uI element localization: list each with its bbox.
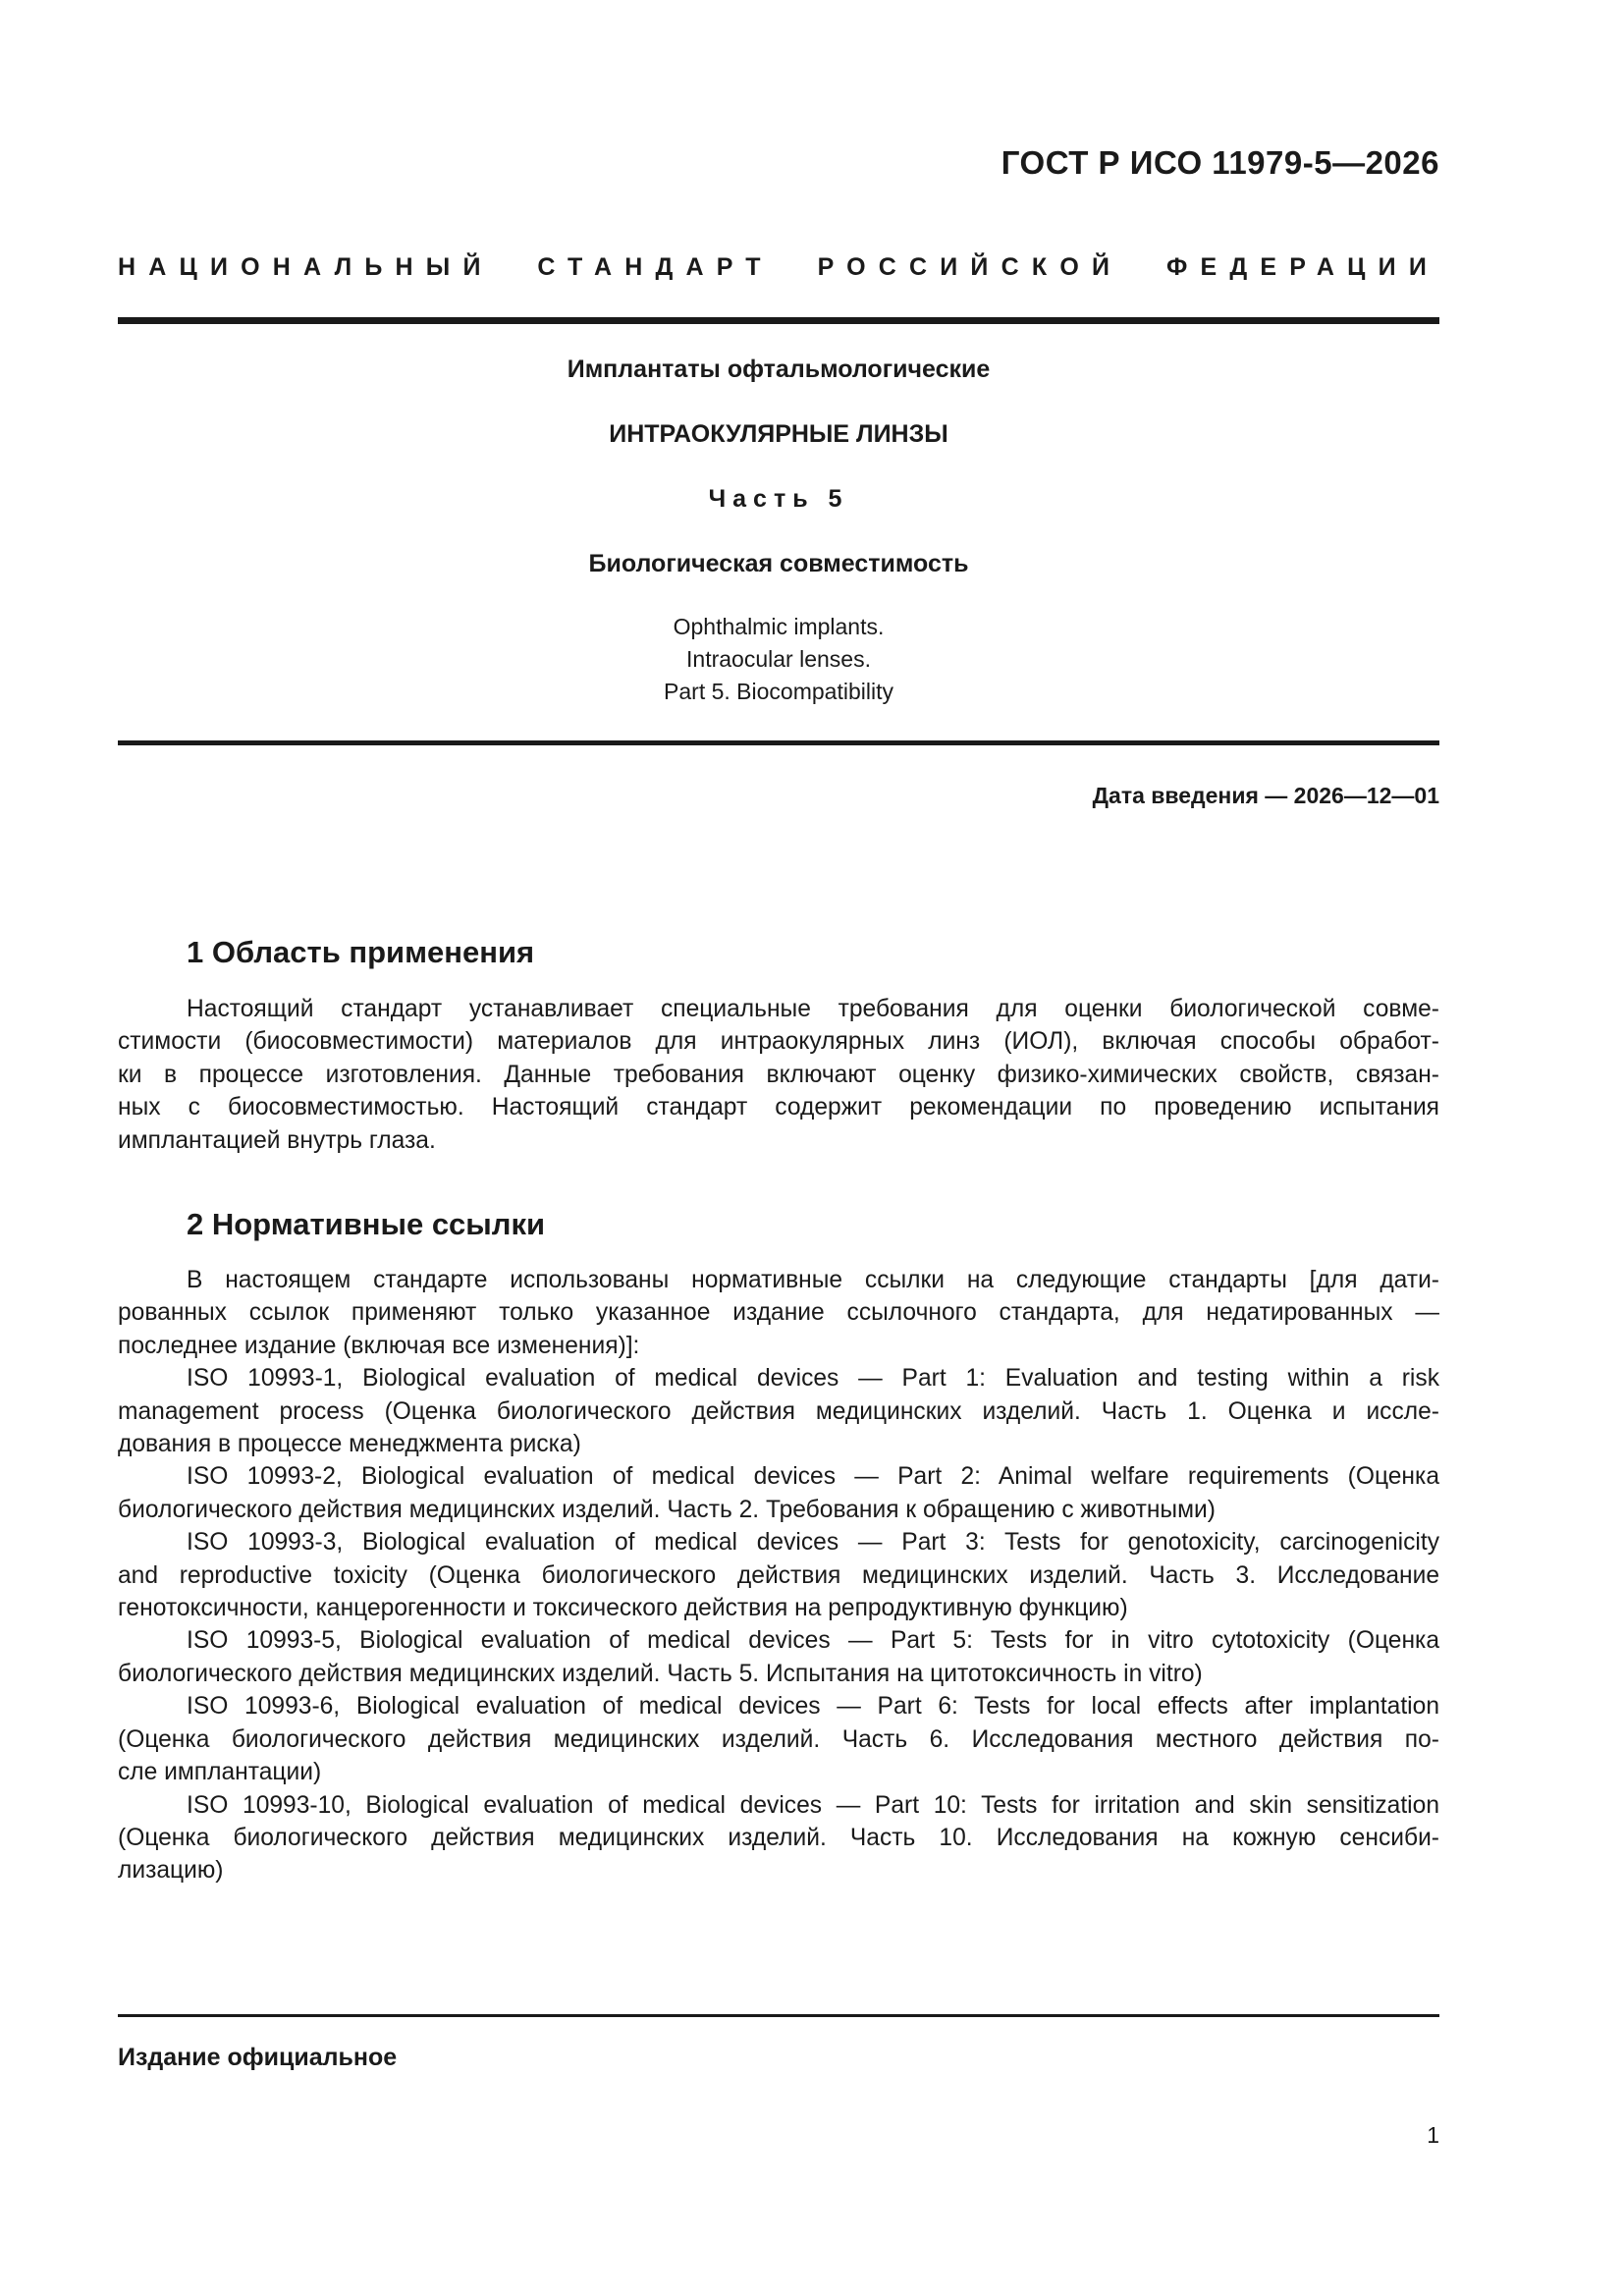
document-page xyxy=(118,0,1439,2296)
reference-line: лизацию) xyxy=(118,1857,224,1885)
text-line: ных с биосовместимостью. Настоящий стандарт содержит рекомендации по проведению испытания xyxy=(118,1094,1439,1121)
reference-line: ISO 10993-2, Biological evaluation of medical devices — Part 2: Animal welfare requirements (Оценка xyxy=(187,1463,1439,1491)
title-part-name: Биологическая совместимость xyxy=(588,550,969,577)
text-line: имплантацией внутрь глаза. xyxy=(118,1126,436,1154)
section-1-heading: 1 Область применения xyxy=(187,935,535,969)
section-2-text xyxy=(118,1264,1439,1887)
reference-line: (Оценка биологического действия медицинских изделий. Часть 6. Исследования местного действия по- xyxy=(118,1725,1439,1753)
standard-designation: ГОСТ Р ИСО 11979-5—2026 xyxy=(1001,144,1439,181)
introduction-date: Дата введения — 2026—12—01 xyxy=(1092,783,1439,808)
reference-line: management process (Оценка биологического действия медицинских изделий. Часть 1. Оценка и иссле- xyxy=(118,1397,1439,1425)
text-line: ки в процессе изготовления. Данные требования включают оценку физико-химических свойств, связан- xyxy=(118,1061,1439,1088)
national-standard-banner: НАЦИОНАЛЬНЫЙ СТАНДАРТ РОССИЙСКОЙ ФЕДЕРАЦИИ xyxy=(118,253,1439,281)
section-1-text xyxy=(118,993,1439,1157)
text-line: Настоящий стандарт устанавливает специальные требования для оценки биологической совме- xyxy=(187,996,1439,1022)
text-line: стимости (биосовместимости) материалов для интраокулярных линз (ИОЛ), включая способы обработ- xyxy=(118,1028,1439,1056)
reference-line: биологического действия медицинских изделий. Часть 2. Требования к обращению с животными) xyxy=(118,1496,1216,1523)
english-title-line: Part 5. Biocompatibility xyxy=(664,679,893,704)
page-number: 1 xyxy=(1427,2122,1439,2148)
reference-line: ISO 10993-10, Biological evaluation of medical devices — Part 10: Tests for irritation and skin sensitization xyxy=(187,1791,1439,1819)
reference-line: биологического действия медицинских изделий. Часть 5. Испытания на цитотоксичность in vitro) xyxy=(118,1660,1203,1687)
title-divider xyxy=(118,740,1439,745)
footer-divider xyxy=(118,2014,1439,2017)
reference-line: ISO 10993-1, Biological evaluation of medical devices — Part 1: Evaluation and testing within a risk xyxy=(187,1365,1439,1393)
reference-line: ISO 10993-3, Biological evaluation of medical devices — Part 3: Tests for genotoxicity, carcinogenicity xyxy=(187,1529,1439,1557)
reference-line: ISO 10993-6, Biological evaluation of medical devices — Part 6: Tests for local effects after implantation xyxy=(187,1693,1439,1721)
text-line: последнее издание (включая все изменения)]: xyxy=(118,1332,640,1359)
reference-line: (Оценка биологического действия медицинских изделий. Часть 10. Исследования на кожную сенсиби- xyxy=(118,1824,1439,1851)
reference-line: and reproductive toxicity (Оценка биологического действия медицинских изделий. Часть 3. Исследование xyxy=(118,1561,1439,1589)
official-edition-label: Издание официальное xyxy=(118,2044,398,2071)
top-divider xyxy=(118,317,1439,324)
section-2-heading: 2 Нормативные ссылки xyxy=(187,1207,546,1241)
reference-line: генотоксичности, канцерогенности и токсического действия на репродуктивную функцию) xyxy=(118,1595,1128,1622)
title-group: Имплантаты офтальмологические xyxy=(567,355,991,383)
text-line: В настоящем стандарте использованы нормативные ссылки на следующие стандарты [для дати- xyxy=(187,1267,1439,1293)
title-main: ИНТРАОКУЛЯРНЫЕ ЛИНЗЫ xyxy=(609,420,948,448)
reference-line: дования в процессе менеджмента риска) xyxy=(118,1431,581,1458)
reference-line: ISO 10993-5, Biological evaluation of medical devices — Part 5: Tests for in vitro cytotoxicity (Оценка xyxy=(187,1627,1439,1655)
english-title-line: Intraocular lenses. xyxy=(686,646,871,672)
title-part: Часть 5 xyxy=(708,485,849,513)
reference-line: сле имплантации) xyxy=(118,1759,322,1786)
english-title-line: Ophthalmic implants. xyxy=(673,614,885,639)
text-line: рованных ссылок применяют только указанное издание ссылочного стандарта, для недатированных — xyxy=(118,1299,1439,1327)
english-title xyxy=(118,611,1439,708)
